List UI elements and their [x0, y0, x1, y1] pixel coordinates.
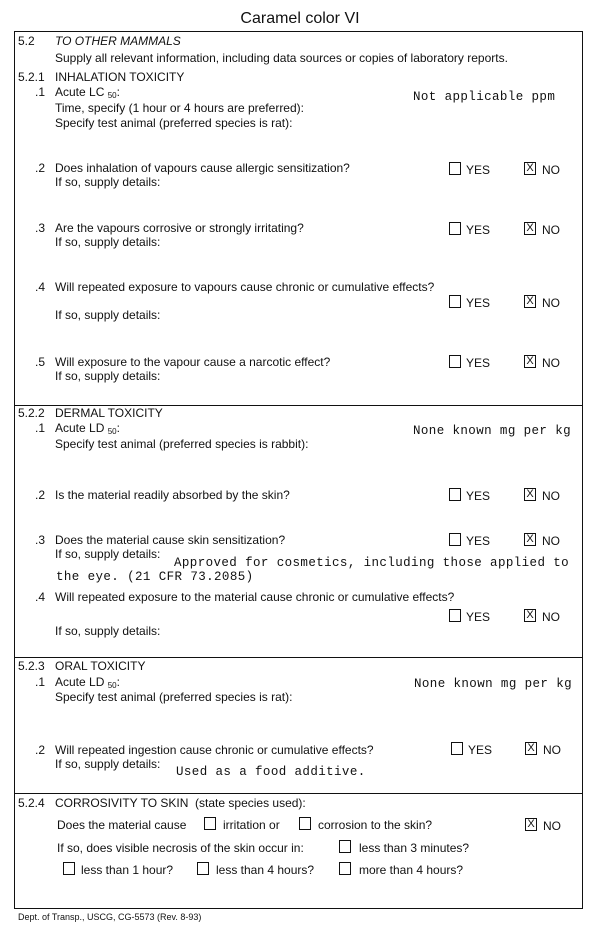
acute-lc50-label: Acute LC $_{50}$:	[55, 85, 120, 100]
divider-523	[14, 657, 583, 658]
irritation-checkbox[interactable]	[204, 817, 216, 830]
subsection-number: 5.2.4	[18, 796, 45, 810]
question-text: Will exposure to the vapour cause a narcotic effect?	[55, 355, 331, 369]
lt-1-hour-checkbox[interactable]	[63, 862, 75, 875]
no-checkbox[interactable]	[525, 818, 537, 831]
acute-lc50-value: Not applicable ppm	[413, 90, 556, 104]
question-text: Will repeated ingestion cause chronic or cumulative effects?	[55, 743, 374, 757]
yes-label: YES	[466, 163, 491, 177]
no-checkbox[interactable]	[524, 222, 536, 235]
subsection-number: 5.2.1	[18, 70, 45, 84]
question-number: .1	[35, 85, 46, 99]
yes-checkbox[interactable]	[449, 533, 461, 546]
necrosis-label: If so, does visible necrosis of the skin occur in:	[57, 841, 304, 855]
lt-3-minutes-checkbox[interactable]	[339, 840, 351, 853]
no-checkbox[interactable]	[524, 295, 536, 308]
no-label: NO	[542, 610, 560, 624]
details-label: If so, supply details:	[55, 757, 161, 771]
question-text: Will repeated exposure to the material cause chronic or cumulative effects?	[55, 590, 455, 604]
question-text: Are the vapours corrosive or strongly irritating?	[55, 221, 304, 235]
lt-3-minutes-label: less than 3 minutes?	[359, 841, 470, 855]
lt-1-hour-label: less than 1 hour?	[81, 863, 174, 877]
corrosion-checkbox[interactable]	[299, 817, 311, 830]
details-label: If so, supply details:	[55, 369, 161, 383]
subsection-number: 5.2.2	[18, 406, 45, 420]
no-checkbox[interactable]	[524, 162, 536, 175]
question-number: .5	[35, 355, 46, 369]
yes-label: YES	[466, 489, 491, 503]
acute-ld50-label: Acute LD $_{50}$:	[55, 675, 120, 690]
no-label: NO	[542, 223, 560, 237]
footer-form-id: Dept. of Transp., USCG, CG-5573 (Rev. 8-93)	[18, 912, 202, 922]
no-checkbox[interactable]	[524, 488, 536, 501]
yes-label: YES	[466, 534, 491, 548]
details-answer-line2: the eye. (21 CFR 73.2085)	[56, 570, 254, 584]
yes-checkbox[interactable]	[449, 488, 461, 501]
yes-label: YES	[466, 296, 491, 310]
lt-4-hours-label: less than 4 hours?	[216, 863, 315, 877]
no-label: NO	[542, 534, 560, 548]
question-text: Will repeated exposure to vapours cause chronic or cumulative effects?	[55, 280, 435, 294]
no-checkbox[interactable]	[524, 355, 536, 368]
yes-label: YES	[468, 743, 493, 757]
question-number: .2	[35, 161, 46, 175]
test-animal-label: Specify test animal (preferred species is rat):	[55, 690, 293, 704]
question-number: .2	[35, 743, 46, 757]
no-label: NO	[542, 356, 560, 370]
question-number: .4	[35, 280, 46, 294]
subsection-title: INHALATION TOXICITY	[55, 70, 185, 84]
details-label: If so, supply details:	[55, 308, 161, 322]
yes-label: YES	[466, 356, 491, 370]
document-title: Caramel color VI	[240, 10, 360, 27]
no-label: NO	[542, 489, 560, 503]
section-note: Supply all relevant information, including data sources or copies of laboratory reports.	[55, 51, 508, 65]
question-number: .1	[35, 421, 46, 435]
details-answer-line1: Approved for cosmetics, including those applied to	[174, 556, 570, 570]
subsection-title: ORAL TOXICITY	[55, 659, 146, 673]
no-checkbox[interactable]	[524, 533, 536, 546]
lt-4-hours-checkbox[interactable]	[197, 862, 209, 875]
no-label: NO	[543, 743, 561, 757]
acute-ld50-label: Acute LD $_{50}$:	[55, 421, 120, 436]
subsection-number: 5.2.3	[18, 659, 45, 673]
details-label: If so, supply details:	[55, 235, 161, 249]
yes-label: YES	[466, 610, 491, 624]
no-label: NO	[543, 819, 561, 833]
cause-label: Does the material cause	[57, 818, 187, 832]
details-answer: Used as a food additive.	[176, 765, 366, 779]
yes-checkbox[interactable]	[449, 355, 461, 368]
no-label: NO	[542, 296, 560, 310]
mt-4-hours-checkbox[interactable]	[339, 862, 351, 875]
question-number: .4	[35, 590, 46, 604]
question-number: .1	[35, 675, 46, 689]
irritation-label: irritation or	[223, 818, 280, 832]
mt-4-hours-label: more than 4 hours?	[359, 863, 464, 877]
no-checkbox[interactable]	[524, 609, 536, 622]
question-number: .2	[35, 488, 46, 502]
acute-ld50-value: None known mg per kg	[413, 424, 572, 438]
yes-checkbox[interactable]	[449, 295, 461, 308]
question-number: .3	[35, 533, 46, 547]
corrosion-label: corrosion to the skin?	[318, 818, 433, 832]
yes-label: YES	[466, 223, 491, 237]
question-text: Is the material readily absorbed by the skin?	[55, 488, 290, 502]
subsection-title: DERMAL TOXICITY	[55, 406, 163, 420]
divider-524	[14, 793, 583, 794]
subsection-title: CORROSIVITY TO SKIN (state species used):	[55, 796, 306, 810]
acute-ld50-value: None known mg per kg	[414, 677, 573, 691]
yes-checkbox[interactable]	[449, 162, 461, 175]
section-number: 5.2	[18, 34, 35, 48]
yes-checkbox[interactable]	[449, 222, 461, 235]
test-animal-label: Specify test animal (preferred species is rabbit):	[55, 437, 309, 451]
time-label: Time, specify (1 hour or 4 hours are preferred):	[55, 101, 304, 115]
details-label: If so, supply details:	[55, 175, 161, 189]
details-label: If so, supply details:	[55, 624, 161, 638]
no-label: NO	[542, 163, 560, 177]
yes-checkbox[interactable]	[451, 742, 463, 755]
question-text: Does inhalation of vapours cause allergic sensitization?	[55, 161, 350, 175]
details-label: If so, supply details:	[55, 547, 161, 561]
question-text: Does the material cause skin sensitization?	[55, 533, 286, 547]
yes-checkbox[interactable]	[449, 609, 461, 622]
question-number: .3	[35, 221, 46, 235]
no-checkbox[interactable]	[525, 742, 537, 755]
test-animal-label: Specify test animal (preferred species is rat):	[55, 116, 293, 130]
section-title: TO OTHER MAMMALS	[55, 34, 181, 48]
